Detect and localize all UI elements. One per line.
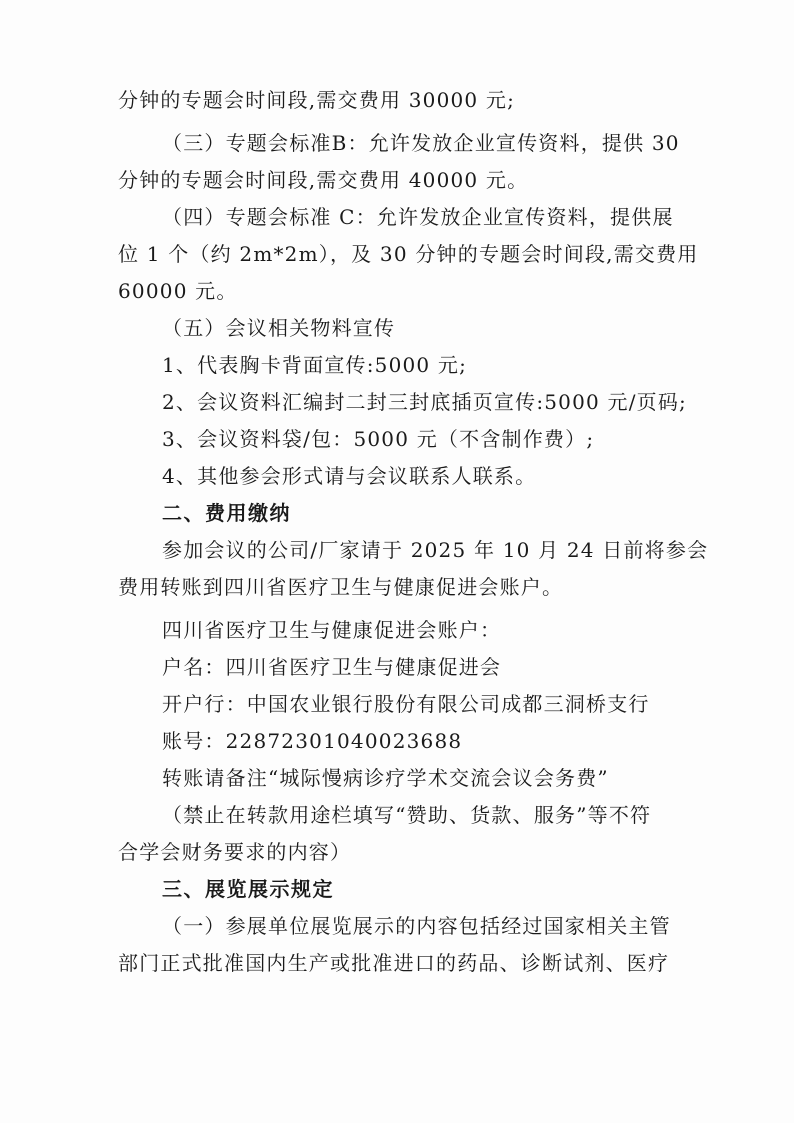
list-item: 1、代表胸卡背面宣传:5000 元; [162,353,468,377]
list-item: 3、会议资料袋/包：5000 元（不含制作费）; [162,427,595,451]
body-line: 60000 元。 [118,279,238,303]
body-line: 分钟的专题会时间段,需交费用 30000 元; [118,88,516,112]
section-heading: 三、展览展示规定 [162,877,334,901]
subsection-line: （五）会议相关物料宣传 [162,316,396,340]
body-line: 参加会议的公司/厂家请于 2025 年 10 月 24 日前将参会 [162,538,709,562]
list-item: 2、会议资料汇编封二封三封底插页宣传:5000 元/页码; [162,390,687,414]
section-heading: 二、费用缴纳 [162,501,291,525]
body-line: （三）专题会标准B：允许发放企业宣传资料，提供 30 [162,131,680,155]
body-line: 分钟的专题会时间段,需交费用 40000 元。 [118,168,529,192]
body-line: （禁止在转款用途栏填写“赞助、货款、服务”等不符 [162,803,652,827]
account-name: 户名：四川省医疗卫生与健康促进会 [162,655,502,679]
body-line: （一）参展单位展览展示的内容包括经过国家相关主管 [162,914,671,938]
account-heading: 四川省医疗卫生与健康促进会账户： [162,618,502,642]
body-line: （四）专题会标准 C：允许发放企业宣传资料，提供展 [162,205,674,229]
body-line: 部门正式批准国内生产或批准进口的药品、诊断试剂、医疗 [118,951,670,975]
body-line: 位 1 个（约 2m*2m），及 30 分钟的专题会时间段,需交费用 [118,242,699,266]
account-number: 账号：22872301040023688 [162,729,463,753]
list-item: 4、其他参会形式请与会议联系人联系。 [162,464,537,488]
body-line: 费用转账到四川省医疗卫生与健康促进会账户。 [118,575,564,599]
transfer-note: 转账请备注“城际慢病诊疗学术交流会议会务费” [162,766,609,790]
account-bank: 开户行：中国农业银行股份有限公司成都三洞桥支行 [162,692,650,716]
body-line: 合学会财务要求的内容） [118,840,352,864]
